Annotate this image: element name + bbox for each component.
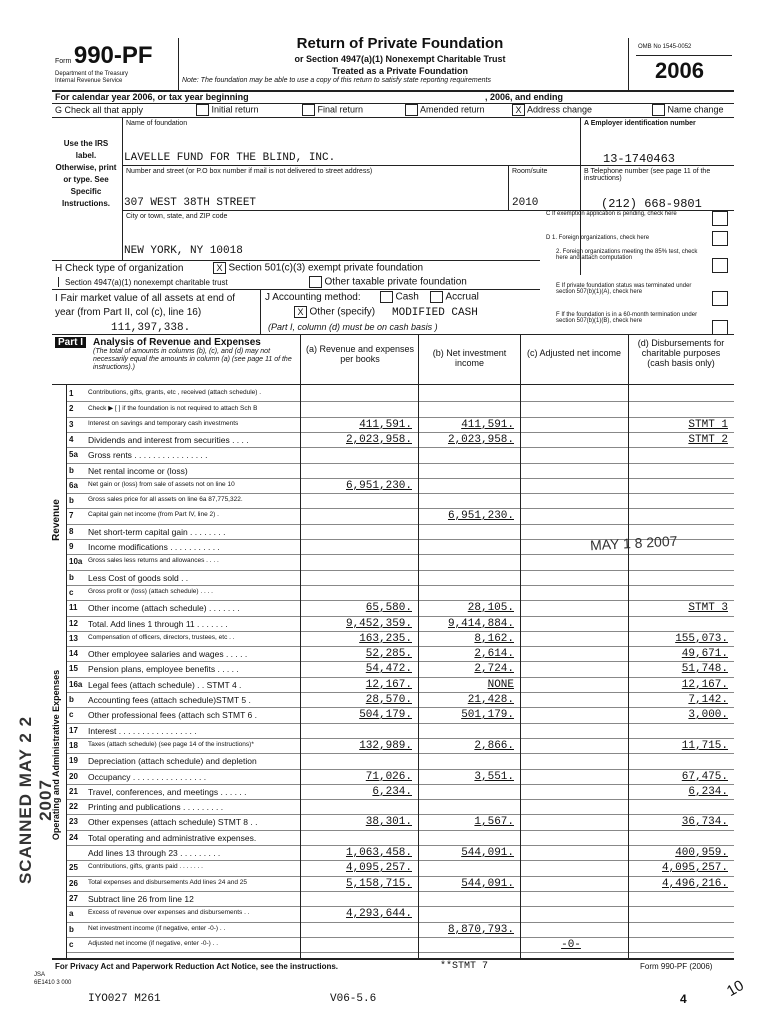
col-b-value[interactable]: 21,428.: [467, 694, 514, 706]
line-number: b: [69, 572, 74, 582]
line-number: 5a: [69, 450, 78, 460]
room-suite[interactable]: 2010: [512, 197, 539, 209]
line-label: Net gain or (loss) from sale of assets not on line 10: [88, 480, 235, 488]
row-rule: [66, 401, 734, 402]
line-number: a: [69, 909, 74, 919]
row-rule: [66, 784, 734, 785]
col-b-value[interactable]: 1,567.: [474, 816, 514, 829]
h-4947[interactable]: Section 4947(a)(1) nonexempt charitable trust: [65, 278, 228, 287]
j-other-value[interactable]: MODIFIED CASH: [392, 307, 478, 319]
col-b-value[interactable]: 9,414,884.: [447, 617, 514, 630]
col-b-value[interactable]: 28,105.: [467, 602, 514, 615]
line-number: 16a: [69, 679, 83, 689]
row-rule: [66, 937, 734, 938]
col-a-value[interactable]: 54,472.: [365, 663, 412, 676]
form-number: 990-PF: [73, 42, 153, 69]
row-rule: [66, 493, 734, 494]
col-d-value[interactable]: 6,234.: [688, 785, 728, 798]
line-number: 3: [69, 419, 74, 429]
phone-value[interactable]: (212) 668-9801: [601, 197, 702, 211]
line-label: Gross profit or (loss) (attach schedule) . . . .: [88, 587, 213, 595]
line-label: Net rental income or (loss): [88, 465, 188, 476]
row-rule: [66, 876, 734, 877]
col-d-value[interactable]: 67,475.: [681, 770, 728, 783]
col-a-value[interactable]: 163,235.: [359, 632, 412, 645]
line-number: 12: [69, 618, 78, 628]
g-final[interactable]: Final return: [302, 104, 363, 116]
row-rule: [66, 661, 734, 662]
col-a-value[interactable]: 4,095,257.: [345, 862, 412, 875]
row-rule: [66, 646, 734, 647]
col-a-value[interactable]: 4,293,644.: [345, 908, 412, 921]
line-label: Dividends and interest from securities . . . .: [88, 434, 249, 445]
form-title: Return of Private Foundation: [296, 35, 504, 52]
line-label: Occupancy . . . . . . . . . . . . . . . .: [88, 771, 207, 782]
form-label: [55, 42, 153, 70]
line-number: 4: [69, 434, 74, 444]
row-rule: [66, 753, 734, 754]
j-note: (Part I, column (d) must be on cash basis ): [268, 322, 438, 332]
line-label: Income modifications . . . . . . . . . . .: [88, 542, 220, 552]
row-rule: [66, 922, 734, 923]
city-label: City or town, state, and ZIP code: [126, 213, 228, 220]
line-number: b: [69, 695, 74, 704]
line-number: 18: [69, 740, 78, 750]
line-label: Net investment income (if negative, enter -0-) . .: [88, 924, 226, 932]
j-accrual[interactable]: Accrual: [430, 291, 479, 303]
line-label: Excess of revenue over expenses and disbursements . .: [88, 909, 250, 917]
tax-year: 2006: [655, 58, 704, 83]
line-label: Capital gain net income (from Part IV, line 2) .: [88, 511, 219, 519]
col-d-value[interactable]: 4,095,257.: [661, 862, 728, 875]
row-rule: [66, 570, 734, 571]
line-number: 13: [69, 633, 78, 643]
room-label: Room/suite: [512, 168, 548, 175]
line-label: Adjusted net income (if negative, enter -0-) . .: [88, 939, 219, 947]
calendar-ending: , 2006, and ending: [485, 92, 564, 102]
omb-number: OMB No 1545-0052: [638, 44, 692, 50]
stmt7-note: **STMT 7: [440, 961, 489, 972]
line-label: Interest . . . . . . . . . . . . . . . . .: [88, 725, 197, 736]
line-number: 10a: [69, 557, 83, 567]
f-checkbox[interactable]: [712, 320, 728, 335]
form-subtitle: or Section 4947(a)(1) Nonexempt Charitable Trust: [294, 54, 506, 64]
col-b-value[interactable]: 2,023,958.: [447, 433, 514, 446]
line-number: 15: [69, 664, 78, 674]
col-a-value[interactable]: 132,989.: [359, 739, 412, 752]
foundation-name[interactable]: LAVELLE FUND FOR THE BLIND, INC.: [124, 152, 336, 164]
col-a-value[interactable]: 1,063,458.: [345, 847, 412, 859]
col-b-value[interactable]: 8,870,793.: [447, 923, 514, 936]
d2-label: 2. Foreign organizations meeting the 85% test, check here and attach computation: [556, 249, 698, 261]
col-b-value[interactable]: 544,091.: [461, 847, 514, 859]
j-other[interactable]: X Other (specify): [294, 306, 375, 318]
col-a-value[interactable]: 5,158,715.: [345, 877, 412, 890]
side-revenue: Revenue: [51, 499, 62, 541]
g-name-change[interactable]: Name change: [652, 104, 724, 116]
d1-label: D 1. Foreign organizations, check here: [546, 235, 650, 241]
line-label: Total expenses and disbursements Add lines 24 and 25: [88, 878, 247, 886]
col-b-value[interactable]: 2,614.: [474, 648, 514, 661]
row-rule: [66, 631, 734, 632]
page-number: 4: [680, 992, 687, 1006]
c-label: C If exemption application is pending, check here: [546, 211, 677, 217]
j-cash[interactable]: Cash: [380, 291, 419, 303]
col-d-value[interactable]: 51,748.: [681, 663, 728, 676]
line-number: 14: [69, 649, 78, 659]
ein-label: A Employer identification number: [584, 120, 696, 127]
col-a-value[interactable]: 6,234.: [372, 785, 412, 798]
scanned-stamp: SCANNED MAY 2 2 2007: [16, 715, 55, 885]
c-checkbox[interactable]: [712, 211, 728, 226]
line-label: Contributions, gifts, grants, etc , received (attach schedule) .: [88, 389, 262, 396]
col-b-value[interactable]: 411,591.: [461, 418, 514, 431]
g-initial[interactable]: Initial return: [196, 104, 259, 116]
fmv-value[interactable]: 111,397,338.: [111, 322, 191, 334]
line-label: Pension plans, employee benefits . . . . .: [88, 664, 239, 675]
line-label: Other income (attach schedule) . . . . . . .: [88, 603, 240, 614]
phone-label: B Telephone number (see page 11 of the instructions): [584, 168, 711, 182]
line-label: Check ▶ [ ] if the foundation is not required to attach Sch B: [88, 405, 258, 413]
col-d-value[interactable]: STMT 1: [688, 418, 728, 431]
row-rule: [66, 616, 734, 617]
line-number: 11: [69, 603, 78, 613]
street-address[interactable]: 307 WEST 38TH STREET: [124, 197, 257, 209]
h-label: H Check type of organization: [55, 263, 184, 274]
line-number: 8: [69, 526, 74, 536]
line-number: 20: [69, 771, 78, 781]
row-rule: [66, 524, 734, 525]
jsa-label: JSA: [34, 972, 46, 978]
line-label: Legal fees (attach schedule) . . STMT 4 .: [88, 679, 242, 690]
row-rule: [66, 600, 734, 601]
line-number: 7: [69, 511, 74, 521]
line-label: Subtract line 26 from line 12: [88, 893, 194, 904]
privacy-notice: For Privacy Act and Paperwork Reduction Act Notice, see the instructions.: [55, 962, 339, 971]
line-label: Total. Add lines 1 through 11 . . . . . . .: [88, 618, 228, 629]
col-b-value[interactable]: 2,866.: [474, 739, 514, 752]
line-number: c: [69, 587, 74, 597]
col-b-value[interactable]: 8,162.: [474, 632, 514, 645]
i-label: I Fair market value of all assets at end of year (from Part II, col (c), line 16): [55, 293, 236, 318]
row-rule: [66, 814, 734, 815]
e-checkbox[interactable]: [712, 291, 728, 306]
line-label: Interest on savings and temporary cash investments: [88, 419, 239, 427]
line-label: Add lines 13 through 23 . . . . . . . . .: [88, 848, 221, 858]
line-number: 1: [69, 389, 74, 398]
row-rule: [66, 463, 734, 464]
d1-checkbox[interactable]: [712, 231, 728, 246]
line-label: Other employee salaries and wages . . . . .: [88, 649, 248, 660]
col-d-value[interactable]: STMT 2: [688, 433, 728, 446]
col-b-value[interactable]: 544,091.: [461, 877, 514, 890]
name-label: Name of foundation: [126, 120, 188, 127]
row-rule: [66, 508, 734, 509]
col-d-value[interactable]: 12,167.: [681, 678, 728, 691]
line-label: Depreciation (attach schedule) and depletion: [88, 756, 257, 767]
line-number: 2: [69, 404, 74, 414]
col-b-header: (b) Net investment income: [432, 348, 507, 368]
row-rule: [66, 891, 734, 892]
line-label: Gross rents . . . . . . . . . . . . . . . .: [88, 450, 208, 461]
col-b-value[interactable]: 6,951,230.: [447, 510, 514, 523]
dept-label: Department of the Treasury: [55, 71, 129, 77]
g-address-change[interactable]: X Address change: [512, 104, 592, 116]
row-rule: [66, 799, 734, 800]
street-label: Number and street (or P.O box number if mail is not delivered to street address): [126, 168, 373, 175]
irs-label-instructions: Use the IRS label. Otherwise, print or type. See Specific Instructions.: [55, 139, 117, 208]
line-number: 21: [69, 786, 78, 796]
row-rule: [66, 677, 734, 678]
row-rule: [66, 585, 734, 586]
line-number: 6a: [69, 480, 78, 490]
line-label: Gross sales less returns and allowances . . . .: [88, 557, 219, 565]
form-treated: Treated as a Private Foundation: [331, 66, 469, 76]
col-a-value[interactable]: 52,285.: [365, 648, 412, 661]
col-a-value[interactable]: 6,951,230.: [345, 479, 412, 492]
line-number: 22: [69, 802, 78, 812]
row-rule: [66, 906, 734, 907]
line-number: c: [69, 939, 74, 949]
line-label: Gross sales price for all assets on line 6a 87,775,322.: [88, 496, 243, 504]
footer-mid-id: V06-5.6: [330, 993, 377, 1005]
line-label: Accounting fees (attach schedule)STMT 5 .: [88, 695, 251, 705]
line-number: 23: [69, 817, 78, 827]
col-d-header: (d) Disbursements for charitable purposes (cash basis only): [637, 338, 725, 368]
col-d-value[interactable]: 3,000.: [688, 709, 728, 722]
row-rule: [66, 432, 734, 433]
col-d-value[interactable]: 155,073.: [675, 632, 728, 645]
row-rule: [66, 830, 734, 831]
col-d-value[interactable]: 11,715.: [681, 739, 728, 752]
row-rule: [66, 692, 734, 693]
f-label: F If the foundation is in a 60-month termination under section 507(b)(1)(B), check here: [556, 312, 698, 324]
col-d-value[interactable]: 7,142.: [688, 694, 728, 706]
j-label: J Accounting method:: [265, 292, 361, 303]
col-a-value[interactable]: 2,023,958.: [345, 433, 412, 446]
d2-checkbox[interactable]: [712, 258, 728, 273]
part1-tag: Part I: [55, 337, 86, 348]
col-a-value[interactable]: 71,026.: [365, 770, 412, 783]
line-number: c: [69, 710, 74, 720]
footer-left-id: IYO027 M261: [88, 993, 161, 1005]
irs-label: Internal Revenue Service: [55, 78, 123, 84]
line-label: Contributions, gifts, grants paid . . . . . . .: [88, 863, 203, 871]
h-501c3[interactable]: X Section 501(c)(3) exempt private foundation: [213, 262, 423, 274]
col-b-value[interactable]: NONE: [487, 678, 514, 691]
col-a-value[interactable]: 65,580.: [365, 602, 412, 615]
line-label: Travel, conferences, and meetings . . . . . .: [88, 786, 247, 797]
col-d-value[interactable]: STMT 3: [688, 602, 728, 615]
calendar-line: For calendar year 2006, or tax year beginning: [55, 92, 249, 102]
col-d-value[interactable]: 49,671.: [681, 648, 728, 661]
line-label: Printing and publications . . . . . . . . .: [88, 802, 224, 813]
side-expenses: Operating and Administrative Expenses: [51, 669, 61, 841]
row-rule: [66, 707, 734, 708]
line-number: 26: [69, 878, 78, 888]
col-c-header: (c) Adjusted net income: [526, 348, 622, 358]
form-note: Note: The foundation may be able to use a copy of this return to satisfy state reporting requirements: [182, 77, 491, 84]
row-rule: [66, 952, 734, 953]
col-a-header: (a) Revenue and expenses per books: [305, 344, 415, 364]
part1-desc: (The total of amounts in columns (b), (c), and (d) may not necessarily equal the amounts in column (a) (see page 11 of the instructions).): [93, 348, 292, 371]
col-a-value[interactable]: 38,301.: [365, 816, 412, 829]
jsa-code: 6E1410 3 000: [34, 980, 72, 986]
form-prefix: Form: [55, 58, 72, 65]
line-number: 25: [69, 863, 78, 873]
e-label: E If private foundation status was terminated under section 507(b)(1)(A), check here: [556, 283, 692, 295]
row-rule: [66, 738, 734, 739]
row-rule: [66, 554, 734, 555]
line-number: b: [69, 496, 74, 506]
handwritten-page-mark: 10: [723, 976, 747, 1001]
col-a-value[interactable]: 12,167.: [365, 678, 412, 691]
line-number: 24: [69, 832, 78, 842]
line-number: 19: [69, 756, 78, 766]
line-label: Other expenses (attach schedule) STMT 8 . .: [88, 817, 258, 828]
line-label: Other professional fees (attach sch STMT 6 .: [88, 710, 257, 721]
city-value[interactable]: NEW YORK, NY 10018: [124, 245, 243, 257]
col-a-value[interactable]: 28,570.: [365, 694, 412, 706]
row-rule: [66, 417, 734, 418]
col-d-value[interactable]: 36,734.: [681, 816, 728, 829]
part1-title: Analysis of Revenue and Expenses: [93, 337, 261, 348]
ein-value[interactable]: 13-1740463: [603, 152, 676, 166]
row-rule: [66, 478, 734, 479]
form-ref: Form 990-PF (2006): [640, 962, 713, 971]
row-rule: [66, 769, 734, 770]
row-rule: [66, 845, 734, 846]
line-number: 27: [69, 893, 78, 903]
col-b-value[interactable]: 2,724.: [474, 663, 514, 676]
h-other-taxable[interactable]: Other taxable private foundation: [309, 276, 467, 288]
col-d-value[interactable]: 400,959.: [675, 847, 728, 859]
col-d-value[interactable]: 4,496,216.: [661, 877, 728, 890]
col-a-value[interactable]: 9,452,359.: [345, 617, 412, 630]
received-stamp: MAY 1 8 2007: [589, 532, 678, 554]
line-label: Net short-term capital gain . . . . . . . .: [88, 526, 226, 537]
col-a-value[interactable]: 504,179.: [359, 709, 412, 722]
g-amended[interactable]: Amended return: [405, 104, 485, 116]
line-label: Taxes (attach schedule) (see page 14 of the instructions)*: [88, 740, 254, 748]
g-label: G Check all that apply: [55, 105, 144, 115]
row-rule: [66, 447, 734, 448]
row-rule: [66, 723, 734, 724]
line-number: 17: [69, 725, 78, 735]
line-number: 9: [69, 542, 74, 551]
line-label: Total operating and administrative expenses.: [88, 832, 257, 843]
line-label: Compensation of officers, directors, trustees, etc . .: [88, 633, 235, 641]
col-a-value[interactable]: 411,591.: [359, 418, 412, 431]
line-label: Less Cost of goods sold . .: [88, 572, 189, 583]
line-number: b: [69, 924, 74, 934]
col-b-value[interactable]: 501,179.: [461, 709, 514, 722]
line-number: b: [69, 465, 74, 475]
col-b-value[interactable]: 3,551.: [474, 770, 514, 783]
row-rule: [66, 860, 734, 861]
col-c-value[interactable]: -0-: [561, 938, 581, 951]
